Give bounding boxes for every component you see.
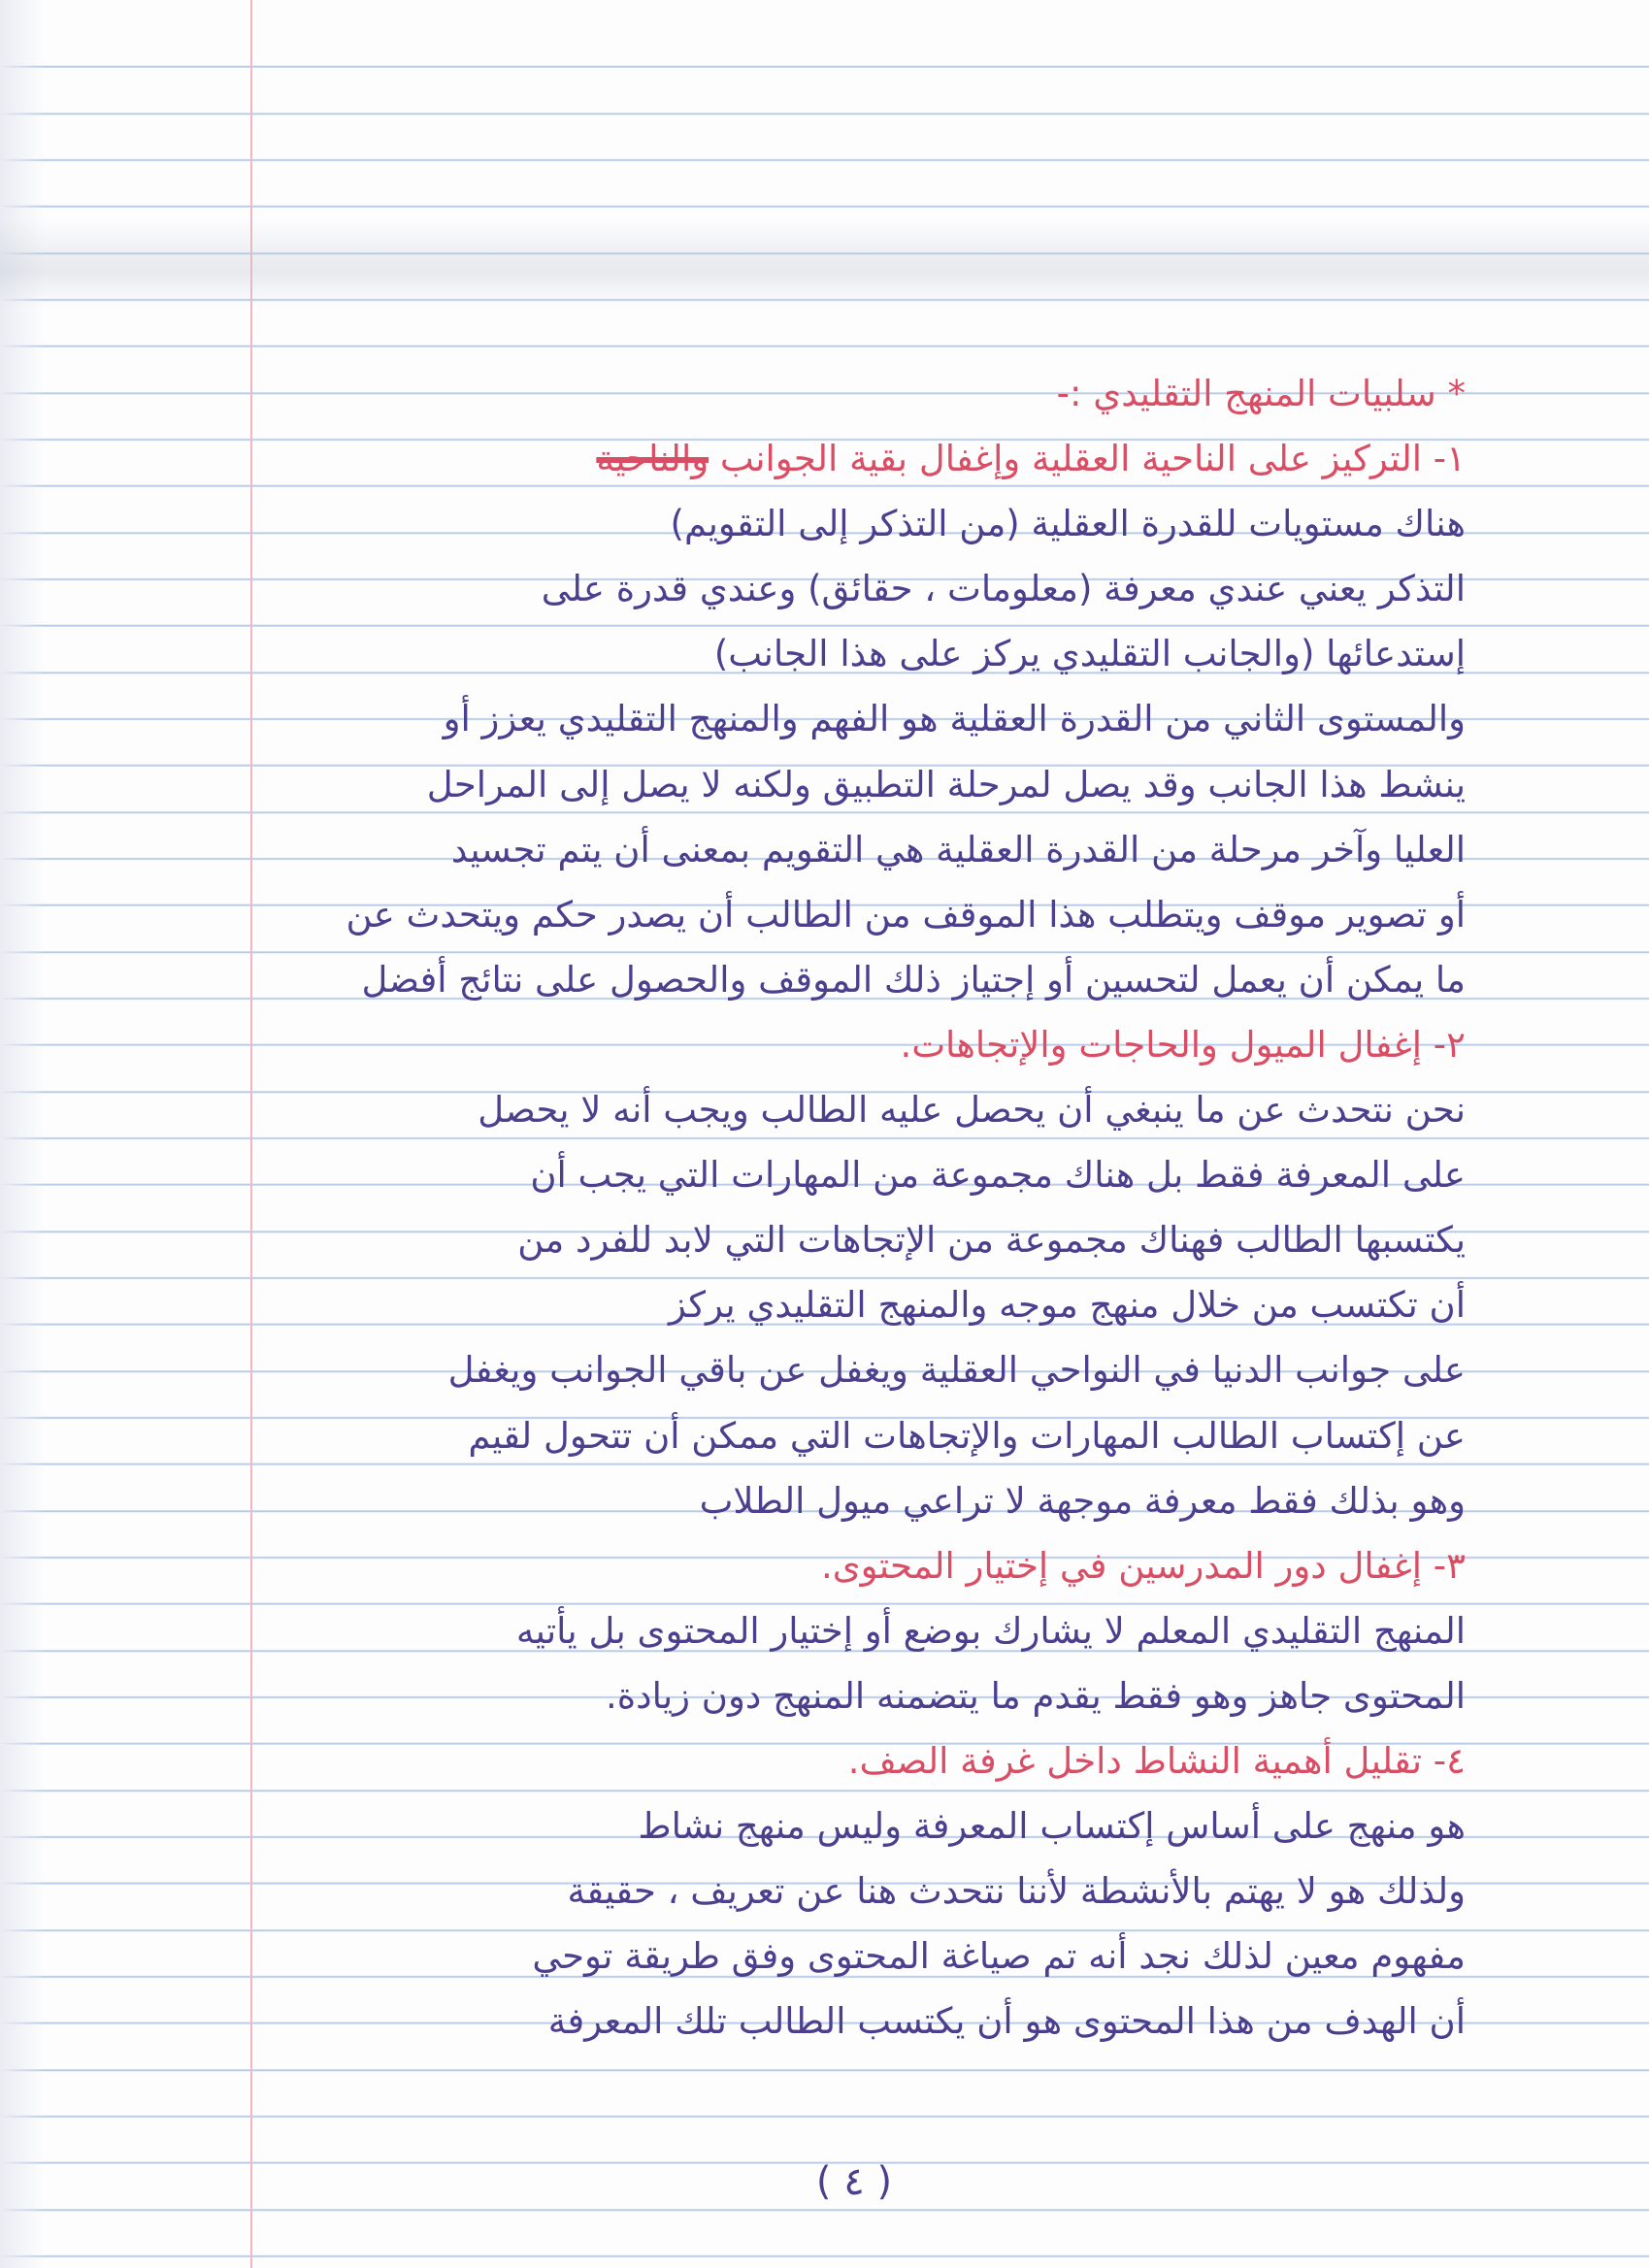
text-line: هو منهج على أساس إكتساب المعرفة وليس منهج نشاط bbox=[638, 1805, 1466, 1848]
heading-line: * سلبيات المنهج التقليدي :- bbox=[1056, 373, 1466, 414]
page-number: ( ٤ ) bbox=[815, 2159, 893, 2204]
text-line: أن تكتسب من خلال منهج موجه والمنهج التقليدي يركز bbox=[668, 1284, 1466, 1327]
text-line: ينشط هذا الجانب وقد يصل لمرحلة التطبيق ولكنه لا يصل إلى المراحل bbox=[426, 763, 1466, 805]
point-1-text: ١- التركيز على الناحية العقلية وإغفال بقية الجوانب bbox=[719, 438, 1466, 480]
fold-shadow bbox=[0, 218, 1649, 306]
point-3-heading: ٣- إغفال دور المدرسين في إختيار المحتوى. bbox=[820, 1544, 1466, 1587]
text-line: المحتوى جاهز وهو فقط يقدم ما يتضمنه المنهج دون زيادة. bbox=[605, 1674, 1466, 1717]
text-line: المنهج التقليدي المعلم لا يشارك بوضع أو إختيار المحتوى بل يأتيه bbox=[515, 1609, 1466, 1652]
text-line: ولذلك هو لا يهتم بالأنشطة لأننا نتحدث هنا عن تعريف ، حقيقة bbox=[567, 1870, 1466, 1913]
struck-word: والناحية bbox=[596, 438, 709, 480]
text-line: أن الهدف من هذا المحتوى هو أن يكتسب الطالب تلك المعرفة bbox=[547, 2000, 1466, 2043]
handwritten-notes bbox=[175, 361, 1466, 2054]
text-line: مفهوم معين لذلك نجد أنه تم صياغة المحتوى وفق طريقة توحي bbox=[532, 1935, 1466, 1978]
text-line: وهو بذلك فقط معرفة موجهة لا تراعي ميول الطلاب bbox=[699, 1479, 1466, 1522]
page-edge-shadow bbox=[0, 0, 45, 2268]
text-line: على المعرفة فقط بل هناك مجموعة من المهارات التي يجب أن bbox=[530, 1154, 1466, 1197]
text-line: نحن نتحدث عن ما ينبغي أن يحصل عليه الطالب ويجب أنه لا يحصل bbox=[478, 1089, 1466, 1132]
text-line: يكتسبها الطالب فهناك مجموعة من الإتجاهات التي لابد للفرد من bbox=[517, 1219, 1466, 1262]
text-line: هناك مستويات للقدرة العقلية (من التذكر إلى التقويم) bbox=[670, 503, 1466, 545]
text-line: عن إكتساب الطالب المهارات والإتجاهات التي ممكن أن تتحول لقيم bbox=[468, 1414, 1466, 1457]
point-1-heading bbox=[175, 426, 1466, 491]
text-line: على جوانب الدنيا في النواحي العقلية ويغفل عن باقي الجوانب ويغفل bbox=[447, 1349, 1466, 1392]
text-line: والمستوى الثاني من القدرة العقلية هو الفهم والمنهج التقليدي يعزز أو bbox=[443, 698, 1466, 740]
point-4-heading: ٤- تقليل أهمية النشاط داخل غرفة الصف. bbox=[847, 1739, 1466, 1782]
text-line: إستدعائها (والجانب التقليدي يركز على هذا الجانب) bbox=[713, 633, 1466, 675]
text-line: التذكر يعني عندي معرفة (معلومات ، حقائق) وعندي قدرة على bbox=[541, 568, 1466, 610]
text-line: العليا وآخر مرحلة من القدرة العقلية هي التقويم بمعنى أن يتم تجسيد bbox=[450, 828, 1466, 871]
point-2-heading: ٢- إغفال الميول والحاجات والإتجاهات. bbox=[900, 1023, 1466, 1066]
text-line: ما يمكن أن يعمل لتحسين أو إجتياز ذلك الموقف والحصول على نتائج أفضل bbox=[361, 958, 1466, 1001]
text-line: أو تصوير موقف ويتطلب هذا الموقف من الطالب أن يصدر حكم ويتحدث عن bbox=[346, 893, 1466, 936]
